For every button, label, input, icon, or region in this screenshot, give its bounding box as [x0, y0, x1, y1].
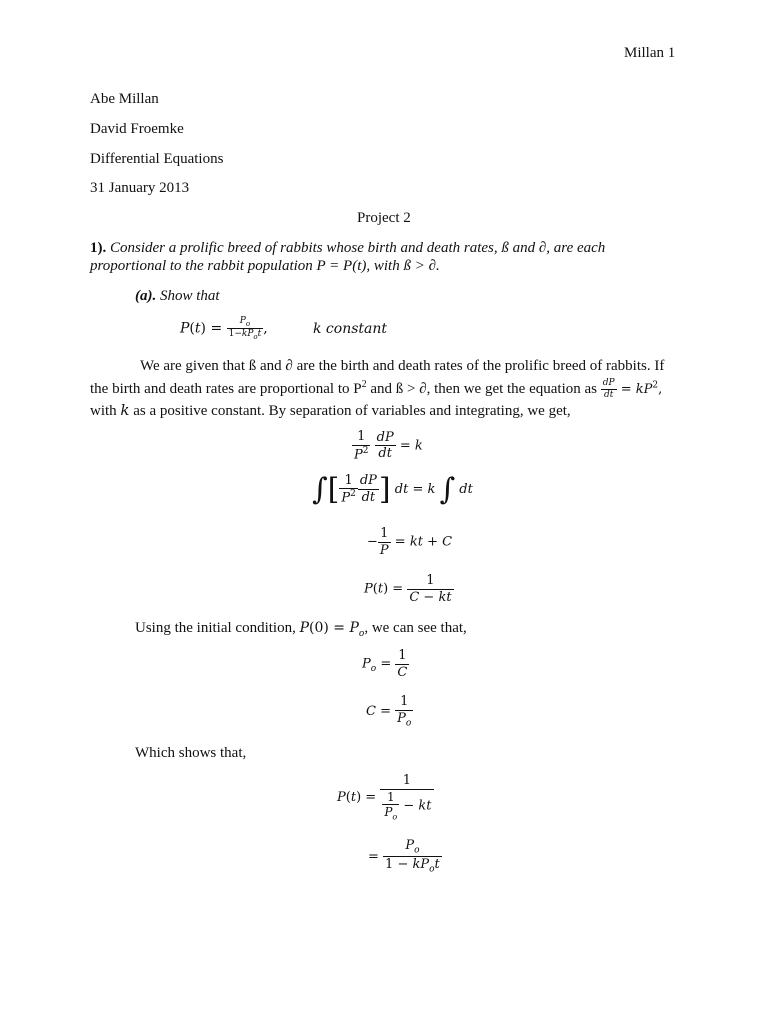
course-name: Differential Equations — [90, 151, 224, 167]
initial-condition-text-b: , we can see that, — [364, 620, 467, 636]
equation-final: = $\frac{P_o}{1 - kP_ot}$ — [368, 838, 440, 875]
instructor-name: David Froemke — [90, 121, 184, 137]
date: 31 January 2013 — [90, 180, 190, 196]
part-a-line — [135, 288, 220, 305]
paragraph-1-line-3-b: as a positive constant. By separation of variables and integrating, we get, — [129, 403, 571, 419]
paragraph-1-line-2-b: and ß > ∂, then we get the equation as — [366, 380, 597, 397]
document-title: Project 2 — [357, 210, 411, 226]
equation-integrated: − $\frac{1}{P}$ = kt + C — [367, 526, 453, 558]
paragraph-1-line-3 — [90, 401, 571, 420]
equation-c: C = $\frac{1}{P_o}$ — [366, 694, 412, 729]
page-number-header: Millan 1 — [624, 45, 676, 61]
problem-text-1: Consider a prolific breed of rabbits whose birth and death rates, ß and ∂, are each — [110, 240, 606, 256]
equation-substituted: P(t) = 1 $\frac{1}{P_o}$ − kt — [337, 773, 432, 822]
paragraph-1-line-1: We are given that ß and ∂ are the birth and death rates of the prolific breed of rabbits. If — [140, 358, 665, 374]
initial-condition-text-a: Using the initial condition, — [135, 620, 300, 636]
k-constant-text: k constant — [313, 321, 388, 337]
equation-integral: ∫[ $\frac{1}{P^2}$ $\frac{dP}{dt}$ ] dt = k ∫ dt — [312, 472, 473, 507]
initial-condition-line — [135, 620, 467, 639]
part-a-label: (a). — [135, 288, 157, 304]
problem-line-1 — [90, 240, 605, 257]
equation-separated: $\frac{1}{P^2}$ $\frac{dP}{dt}$ = k — [354, 429, 423, 462]
equation-po: $P_o$ = $\frac{1}{C}$ — [362, 648, 408, 680]
problem-number: 1). — [90, 240, 107, 256]
given-formula: P(t) = $\frac{P_o}{1-kP_ot}$ , — [180, 316, 268, 341]
k-symbol: k — [120, 401, 130, 419]
part-a-text: Show that — [160, 288, 220, 304]
paragraph-1-line-2-a: the birth and death rates are proportional to P — [90, 380, 362, 397]
equation-solution-general: P(t) = $\frac{1}{C - kt}$ — [364, 573, 452, 605]
inline-equation-dpdt: $\frac{dP}{dt}$ = $kP^2$, — [602, 378, 663, 400]
exponent-2: 2 — [361, 378, 367, 390]
paragraph-1-line-3-a: with — [90, 403, 121, 419]
which-shows-text: Which shows that, — [135, 745, 247, 761]
initial-condition-equation: $P(0) = P_o$ — [299, 620, 365, 639]
paragraph-1-line-2 — [90, 378, 662, 401]
problem-line-2: proportional to the rabbit population P = P(t), with ß > ∂. — [90, 258, 440, 274]
author-name: Abe Millan — [90, 91, 159, 107]
